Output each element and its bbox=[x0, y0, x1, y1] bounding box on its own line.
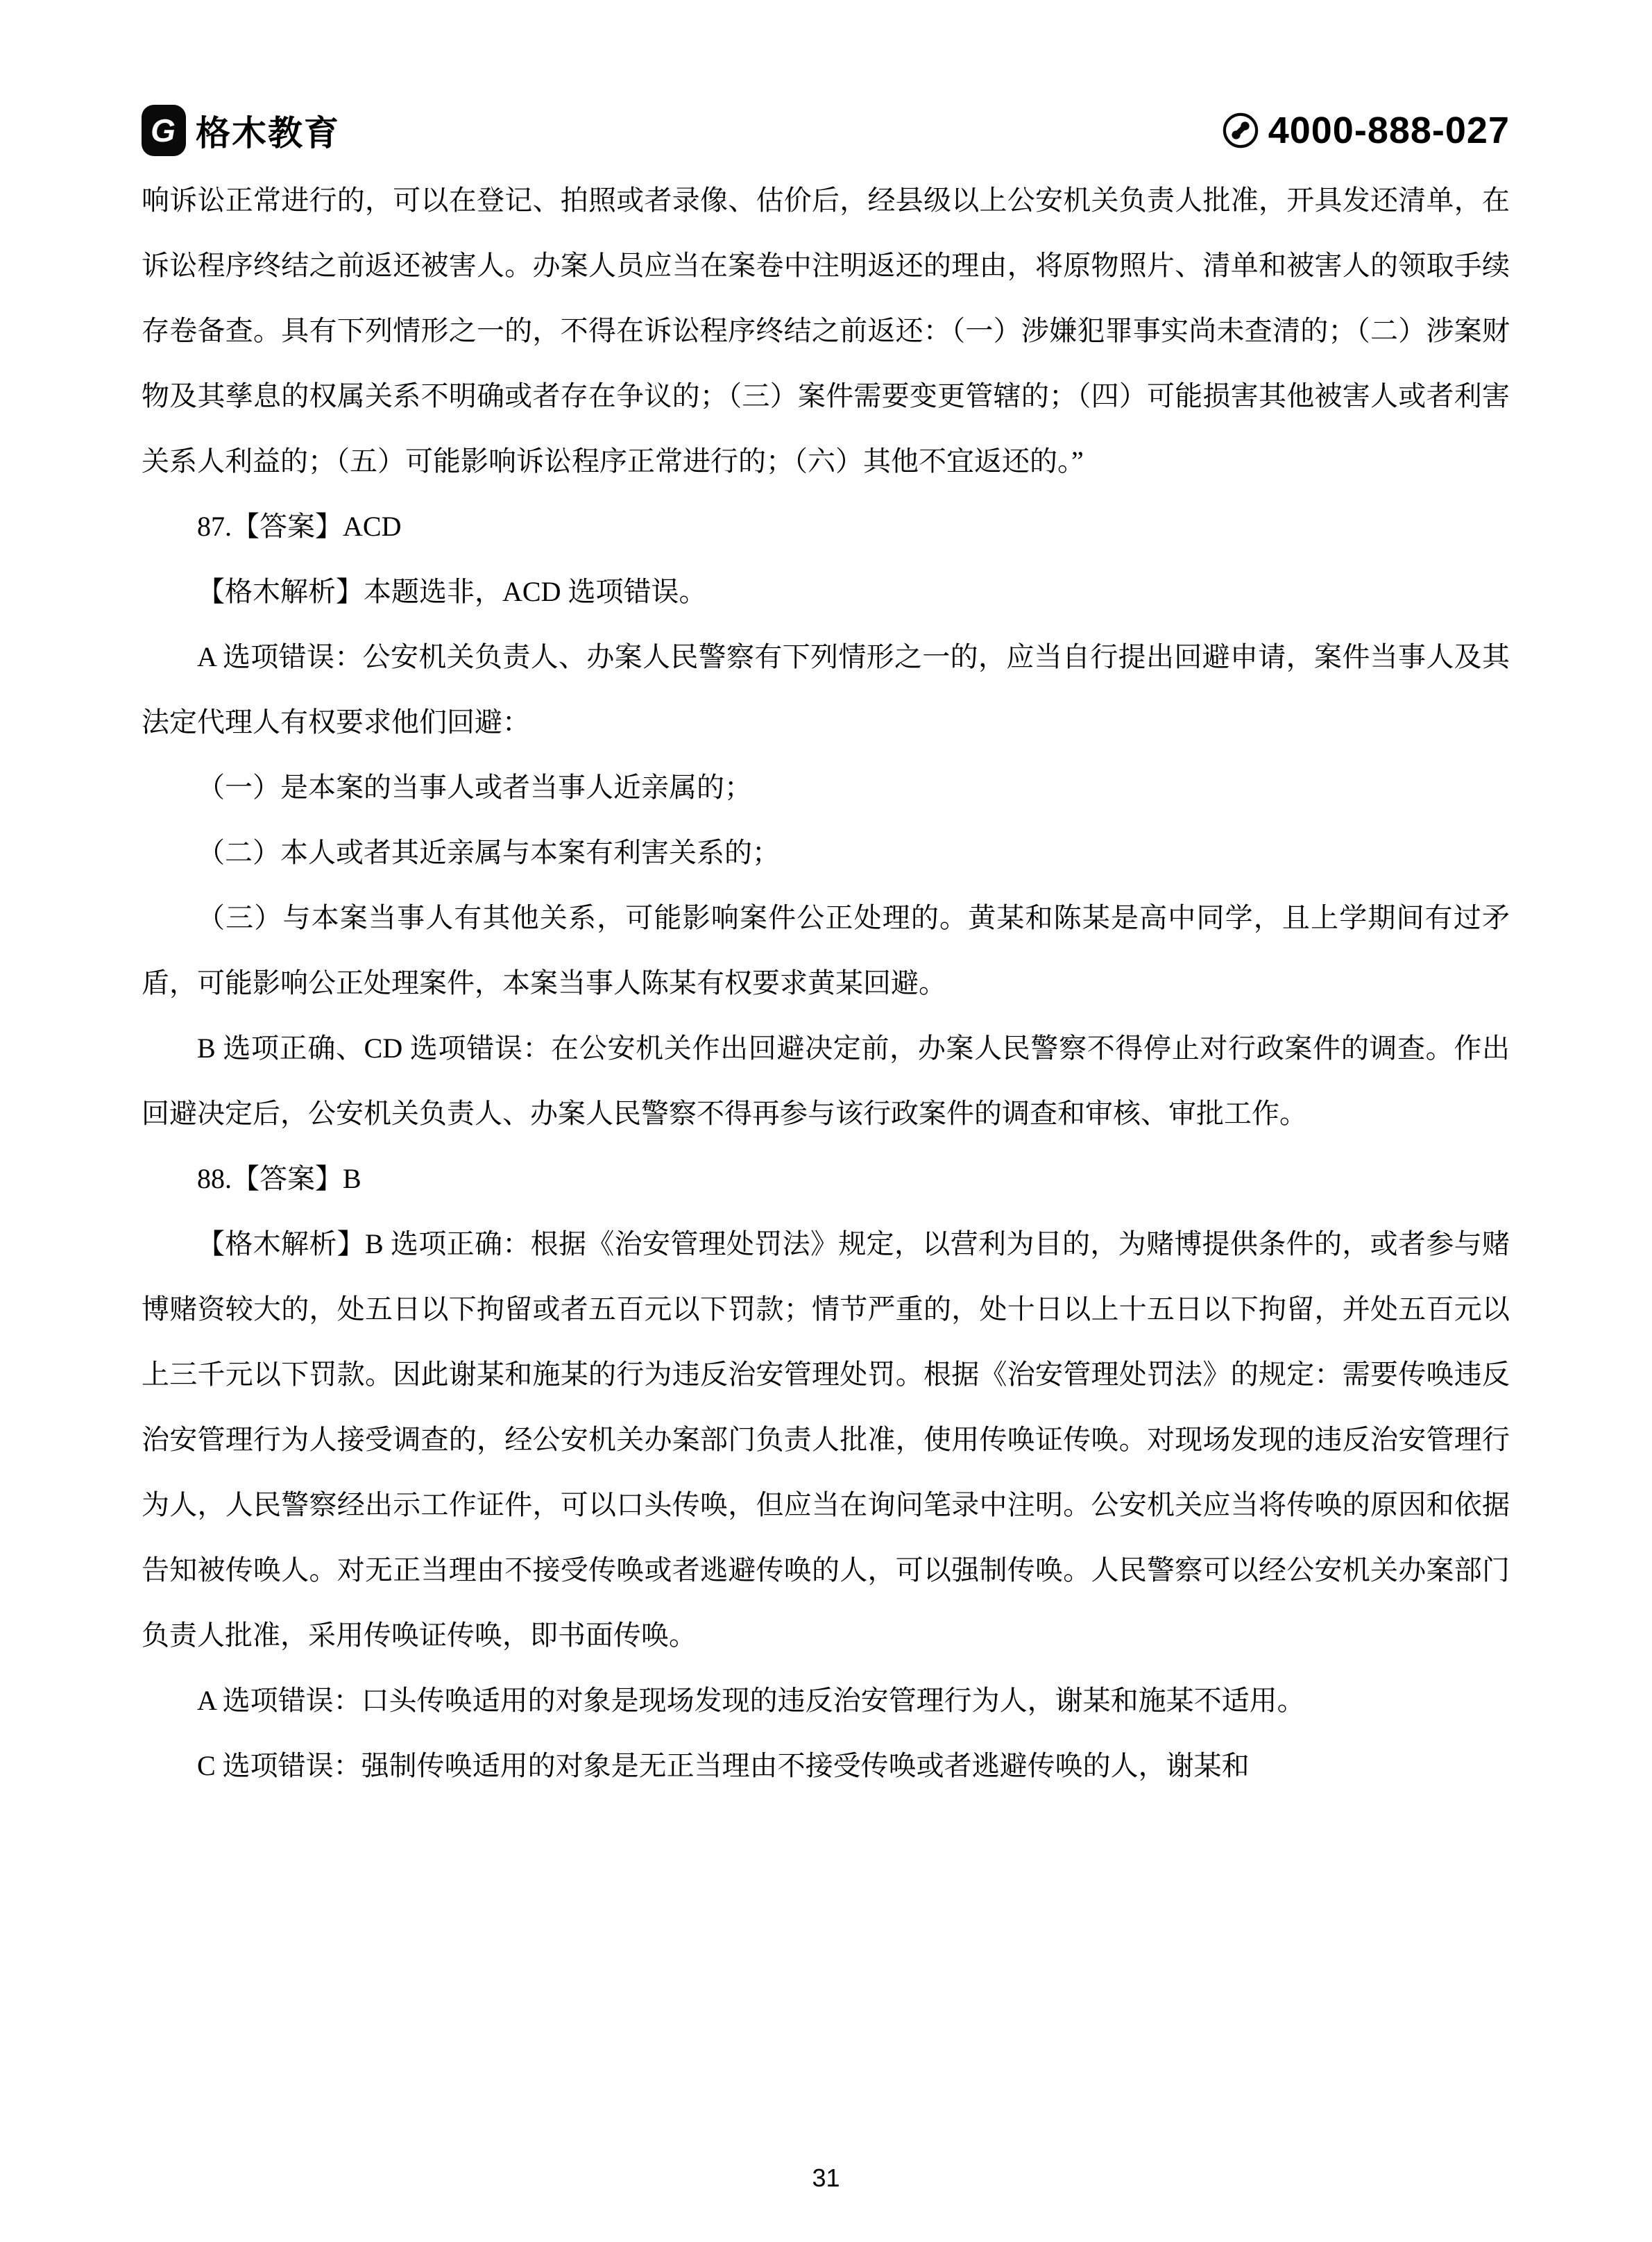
document-body bbox=[142, 168, 1510, 1799]
paragraph: B 选项正确、CD 选项错误：在公安机关作出回避决定前，办案人民警察不得停止对行政案件的调查。作出回避决定后，公安机关负责人、办案人民警察不得再参与该行政案件的调查和审核、审批工作。 bbox=[142, 1033, 1510, 1129]
phone-icon bbox=[1221, 111, 1260, 150]
gemu-logo-icon bbox=[142, 105, 186, 156]
contact-phone bbox=[1221, 109, 1510, 152]
page-footer bbox=[0, 2164, 1652, 2193]
gemu-logo-letter: G bbox=[151, 112, 176, 148]
paragraph: A 选项错误：口头传唤适用的对象是现场发现的违反治安管理行为人，谢某和施某不适用。 bbox=[197, 1685, 1305, 1716]
phone-number: 4000-888-027 bbox=[1268, 110, 1510, 151]
paragraph: C 选项错误：强制传唤适用的对象是无正当理由不接受传唤或者逃避传唤的人，谢某和 bbox=[197, 1750, 1250, 1781]
paragraph: 88.【答案】B bbox=[197, 1163, 361, 1194]
brand bbox=[142, 105, 340, 156]
paragraph: （一）是本案的当事人或者当事人近亲属的； bbox=[197, 772, 752, 803]
paragraph: 【格木解析】B 选项正确：根据《治安管理处罚法》规定，以营利为目的，为赌博提供条件的，或者参与赌博赌资较大的，处五日以下拘留或者五百元以下罚款；情节严重的，处十日以上十五日以下拘留，并处五百元以上三千元以下罚款。因此谢某和施某的行为违反治安管理处罚。根据《治安管理处罚法》的规定：需要传唤违反治安管理行为人接受调查的，经公安机关办案部门负责人批准，使用传唤证传唤。对现场发现的违反治安管理行为人，人民警察经出示工作证件，可以口头传唤，但应当在询问笔录中注明。公安机关应当将传唤的原因和依据告知被传唤人。对无正当理由不接受传唤或者逃避传唤的人，可以强制传唤。人民警察可以经公安机关办案部门负责人批准，采用传唤证传唤，即书面传唤。 bbox=[142, 1228, 1510, 1651]
page-header bbox=[142, 97, 1510, 164]
paragraph: （三）与本案当事人有其他关系，可能影响案件公正处理的。黄某和陈某是高中同学，且上学期间有过矛盾，可能影响公正处理案件，本案当事人陈某有权要求黄某回避。 bbox=[142, 902, 1510, 999]
paragraph: 响诉讼正常进行的，可以在登记、拍照或者录像、估价后，经县级以上公安机关负责人批准，开具发还清单，在诉讼程序终结之前返还被害人。办案人员应当在案卷中注明返还的理由，将原物照片、清单和被害人的领取手续存卷备查。具有下列情形之一的，不得在诉讼程序终结之前返还：（一）涉嫌犯罪事实尚未查清的；（二）涉案财物及其孳息的权属关系不明确或者存在争议的；（三）案件需要变更管辖的；（四）可能损害其他被害人或者利害关系人利益的；（五）可能影响诉讼程序正常进行的；（六）其他不宜返还的。” bbox=[142, 185, 1510, 477]
paragraph: 87.【答案】ACD bbox=[197, 511, 402, 542]
brand-name: 格木教育 bbox=[196, 114, 340, 153]
paragraph: A 选项错误：公安机关负责人、办案人民警察有下列情形之一的，应当自行提出回避申请，案件当事人及其法定代理人有权要求他们回避： bbox=[142, 641, 1510, 738]
page-number: 31 bbox=[812, 2164, 840, 2192]
paragraph: 【格木解析】本题选非，ACD 选项错误。 bbox=[197, 576, 707, 607]
paragraph: （二）本人或者其近亲属与本案有利害关系的； bbox=[197, 837, 780, 868]
